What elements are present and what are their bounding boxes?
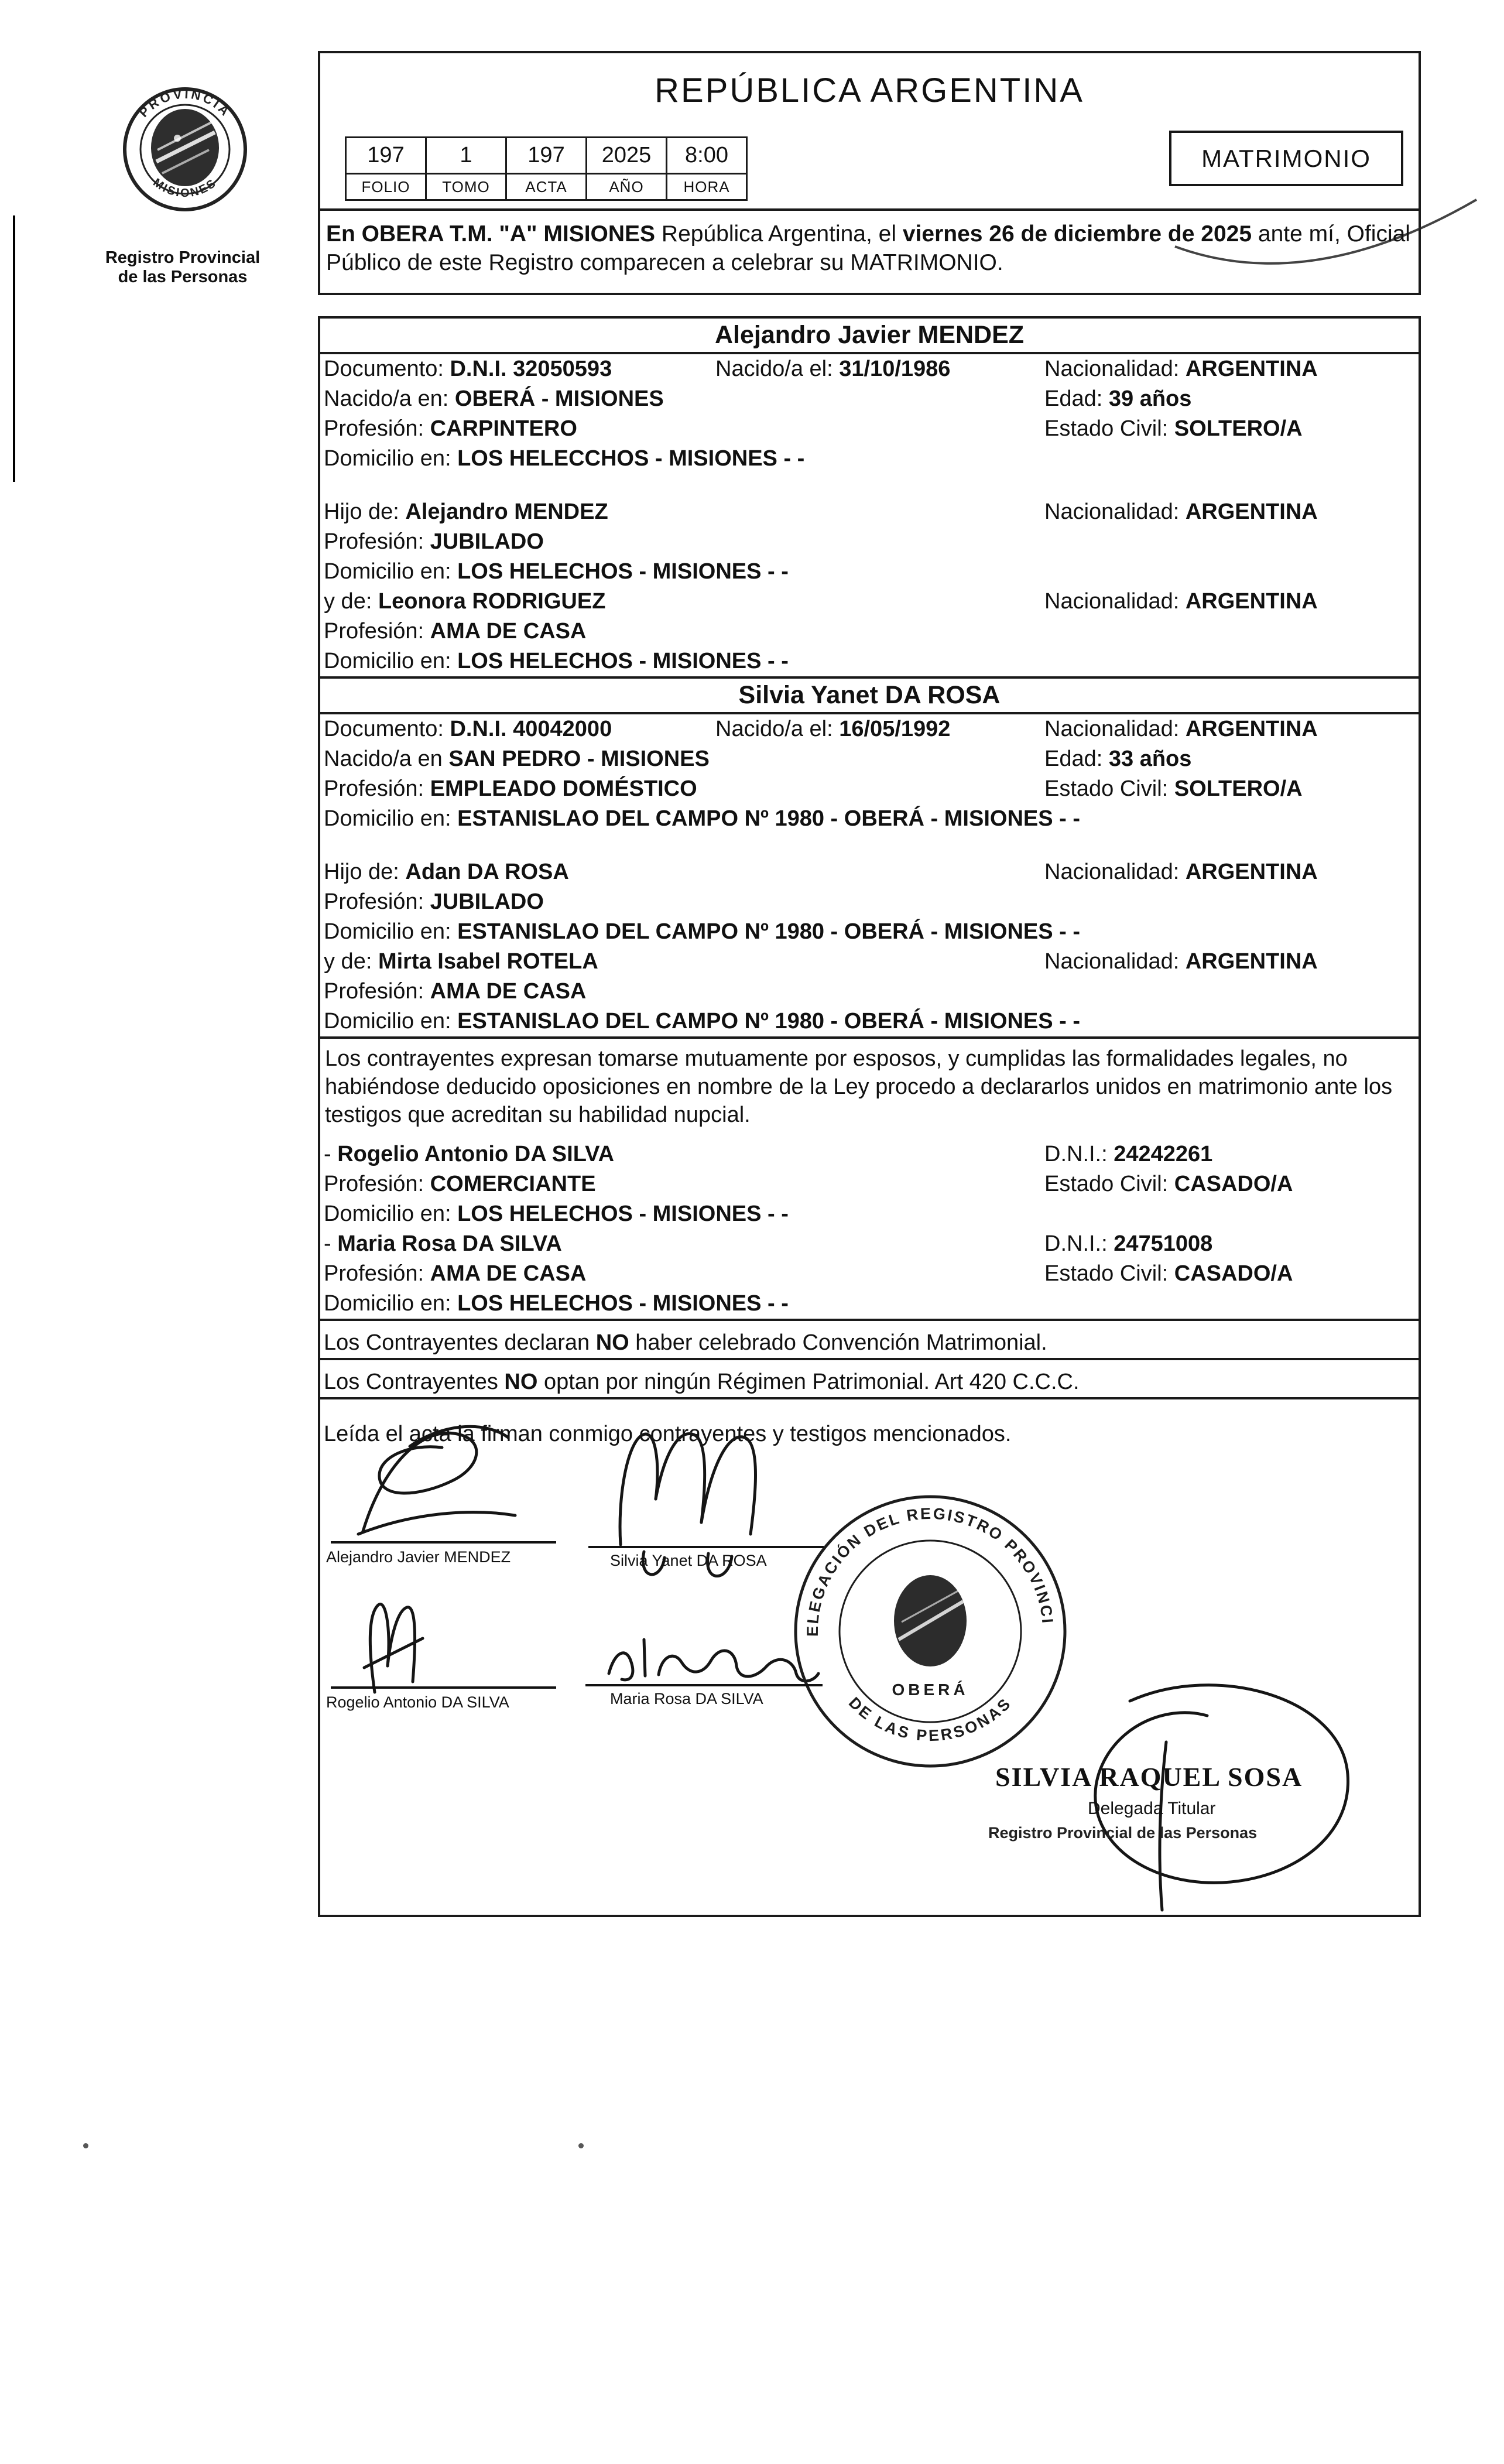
- act-row: [320, 354, 1419, 384]
- row-cell: Nacido/a el: 31/10/1986: [715, 357, 951, 381]
- groom-signature-icon: [358, 1426, 515, 1534]
- bride-signature-label: Silvia Yanet DA ROSA: [610, 1552, 767, 1569]
- act-row: [320, 1289, 1419, 1321]
- convention-clause: [320, 1328, 1419, 1360]
- witness2-signature-icon: [609, 1640, 818, 1681]
- act-row: [320, 1007, 1419, 1039]
- row-cell: Profesión: AMA DE CASA: [324, 1261, 587, 1286]
- registry-value-cell: 2025: [587, 138, 667, 174]
- row-cell: Leída el acta la firman conmigo contrayentes y testigos mencionados.: [324, 1422, 1012, 1446]
- row-cell: Profesión: EMPLEADO DOMÉSTICO: [324, 776, 697, 801]
- intro-segment: viernes 26 de diciembre de 2025: [902, 221, 1258, 247]
- act-row: [320, 414, 1419, 444]
- row-cell: Edad: 33 años: [1044, 747, 1192, 771]
- row-cell: Los Contrayentes NO optan por ningún Régimen Patrimonial. Art 420 C.C.C.: [324, 1370, 1080, 1394]
- intro-segment: ante mí, Oficial Público de este Registro comparecen a celebrar su MATRIMONIO.: [326, 221, 1410, 275]
- act-row: [320, 557, 1419, 587]
- svg-text:MISIONES: MISIONES: [150, 176, 220, 200]
- registry-caption-line2: de las Personas: [118, 268, 248, 286]
- row-cell: Edad: 39 años: [1044, 386, 1192, 411]
- act-row: [320, 1139, 1419, 1169]
- act-row: [320, 444, 1419, 474]
- registry-value-cell: 8:00: [667, 138, 747, 174]
- row-cell: Domicilio en: ESTANISLAO DEL CAMPO Nº 1980 - OBERÁ - MISIONES - -: [324, 919, 1081, 944]
- row-cell: Nacido/a el: 16/05/1992: [715, 717, 951, 741]
- row-cell: Nacido/a en SAN PEDRO - MISIONES: [324, 747, 710, 771]
- row-cell: Los Contrayentes declaran NO haber celebrado Convención Matrimonial.: [324, 1330, 1047, 1355]
- provincial-seal-icon: [121, 85, 249, 213]
- row-cell: y de: Leonora RODRIGUEZ: [324, 589, 606, 614]
- joint-declaration: Los contrayentes expresan tomarse mutuamente por esposos, y cumplidas las formalidades legales, no habiéndose deducido oposiciones en nombre de la Ley procedo a declararlos unidos en matrimonio ante los testigos que acreditan su habilidad nupcial.: [325, 1046, 1393, 1127]
- row-cell: Nacionalidad: ARGENTINA: [1044, 357, 1318, 381]
- registry-header-cell: ACTA: [506, 174, 587, 200]
- row-cell: Nacido/a en: OBERÁ - MISIONES: [324, 386, 664, 411]
- act-row: [320, 714, 1419, 744]
- row-cell: Documento: D.N.I. 40042000: [324, 717, 612, 741]
- row-cell: Profesión: JUBILADO: [324, 889, 544, 914]
- row-cell: Profesión: CARPINTERO: [324, 416, 577, 441]
- svg-text:PROVINCIA: PROVINCIA: [136, 86, 234, 120]
- row-cell: Profesión: COMERCIANTE: [324, 1172, 596, 1196]
- signature-line: [331, 1686, 556, 1689]
- row-cell: y de: Mirta Isabel ROTELA: [324, 949, 598, 974]
- row-cell: Domicilio en: ESTANISLAO DEL CAMPO Nº 1980 - OBERÁ - MISIONES - -: [324, 1009, 1081, 1033]
- row-cell: Domicilio en: ESTANISLAO DEL CAMPO Nº 1980 - OBERÁ - MISIONES - -: [324, 806, 1081, 831]
- groom-name-header: Alejandro Javier MENDEZ: [320, 319, 1419, 354]
- registry-caption-line1: Registro Provincial: [105, 248, 261, 267]
- registry-value-cell: 197: [506, 138, 587, 174]
- signature-line: [585, 1684, 823, 1686]
- row-cell: Estado Civil: CASADO/A: [1044, 1261, 1293, 1286]
- registry-value-cell: 197: [346, 138, 426, 174]
- registry-caption: [77, 248, 288, 287]
- row-cell: Hijo de: Adan DA ROSA: [324, 860, 569, 884]
- act-row: [320, 384, 1419, 414]
- row-cell: Domicilio en: LOS HELECHOS - MISIONES - -: [324, 1291, 789, 1316]
- signature-line: [588, 1546, 824, 1548]
- scan-artifact-dot: [578, 2143, 584, 2148]
- act-row: [320, 774, 1419, 804]
- row-cell: Profesión: AMA DE CASA: [324, 979, 587, 1004]
- registry-header-cell: FOLIO: [346, 174, 426, 200]
- svg-text:DELEGACIÓN DEL REGISTRO PROVIN: ELEGACIÓN DEL REGISTRO PROVINCI: [803, 1504, 1057, 1637]
- row-cell: D.N.I.: 24751008: [1044, 1231, 1213, 1256]
- registry-headers-row: [346, 174, 747, 200]
- act-row: [320, 587, 1419, 617]
- act-row: [320, 917, 1419, 947]
- registry-header-cell: HORA: [667, 174, 747, 200]
- intro-segment: República Argentina, el: [661, 221, 903, 247]
- row-cell: Documento: D.N.I. 32050593: [324, 357, 612, 381]
- row-cell: - Rogelio Antonio DA SILVA: [324, 1142, 615, 1166]
- row-cell: Nacionalidad: ARGENTINA: [1044, 589, 1318, 614]
- row-cell: Nacionalidad: ARGENTINA: [1044, 717, 1318, 741]
- bride-name-header: Silvia Yanet DA ROSA: [320, 679, 1419, 714]
- act-body-rows: [320, 319, 1419, 1449]
- act-row: [320, 617, 1419, 646]
- act-row: [320, 977, 1419, 1007]
- row-cell: Domicilio en: LOS HELECCHOS - MISIONES - -: [324, 446, 805, 471]
- intro-segment: En OBERA T.M. "A" MISIONES: [326, 221, 662, 247]
- groom-signature-label: Alejandro Javier MENDEZ: [326, 1548, 511, 1566]
- row-cell: Nacionalidad: ARGENTINA: [1044, 860, 1318, 884]
- registry-table: [345, 136, 748, 201]
- officer-title: Delegada Titular: [1088, 1799, 1216, 1818]
- officer-rubric-icon: [1095, 1685, 1348, 1910]
- registry-header-cell: TOMO: [426, 174, 506, 200]
- scan-artifact-dot: [83, 2143, 88, 2148]
- row-cell: Profesión: AMA DE CASA: [324, 619, 587, 644]
- svg-text:DE LAS PERSONAS: DE LAS PERSONAS: [845, 1693, 1016, 1745]
- header-box: [318, 51, 1421, 295]
- act-row: [320, 527, 1419, 557]
- svg-text:OBERÁ: OBERÁ: [892, 1681, 969, 1699]
- country-title: REPÚBLICA ARGENTINA: [655, 71, 1084, 109]
- row-cell: D.N.I.: 24242261: [1044, 1142, 1213, 1166]
- witness1-signature-label: Rogelio Antonio DA SILVA: [326, 1693, 509, 1711]
- act-row: [320, 947, 1419, 977]
- row-cell: Domicilio en: LOS HELECHOS - MISIONES - -: [324, 649, 789, 673]
- row-cell: Nacionalidad: ARGENTINA: [1044, 499, 1318, 524]
- intro-paragraph: [320, 213, 1419, 284]
- row-cell: Estado Civil: SOLTERO/A: [1044, 776, 1303, 801]
- scan-artifact-line: [13, 215, 15, 482]
- row-cell: - Maria Rosa DA SILVA: [324, 1231, 562, 1256]
- row-cell: Domicilio en: LOS HELECHOS - MISIONES - -: [324, 559, 789, 584]
- row-cell: Hijo de: Alejandro MENDEZ: [324, 499, 608, 524]
- act-row: [320, 887, 1419, 917]
- act-row: [320, 857, 1419, 887]
- act-row: [320, 804, 1419, 834]
- row-cell: Nacionalidad: ARGENTINA: [1044, 949, 1318, 974]
- registry-header-cell: AÑO: [587, 174, 667, 200]
- row-cell: Estado Civil: SOLTERO/A: [1044, 416, 1303, 441]
- officer-office: Registro Provincial de las Personas: [988, 1824, 1258, 1842]
- row-cell: Estado Civil: CASADO/A: [1044, 1172, 1293, 1196]
- act-row: [320, 1199, 1419, 1229]
- signatures-and-stamp-layer: [293, 1394, 1434, 1921]
- registry-value-cell: 1: [426, 138, 506, 174]
- witness1-signature-icon: [364, 1604, 423, 1692]
- act-row: [320, 497, 1419, 527]
- act-row: [320, 744, 1419, 774]
- row-cell: Profesión: JUBILADO: [324, 529, 544, 554]
- act-type-stamp: MATRIMONIO: [1169, 131, 1403, 186]
- signature-line: [331, 1541, 556, 1544]
- act-row: [320, 1229, 1419, 1259]
- officer-name: SILVIA RAQUEL SOSA: [995, 1762, 1303, 1792]
- registry-values-row: [346, 138, 747, 174]
- act-row: [320, 1259, 1419, 1289]
- header-divider: [320, 208, 1419, 211]
- witness2-signature-label: Maria Rosa DA SILVA: [610, 1690, 763, 1707]
- row-cell: Domicilio en: LOS HELECHOS - MISIONES - -: [324, 1202, 789, 1226]
- act-row: [320, 646, 1419, 679]
- act-row: [320, 1169, 1419, 1199]
